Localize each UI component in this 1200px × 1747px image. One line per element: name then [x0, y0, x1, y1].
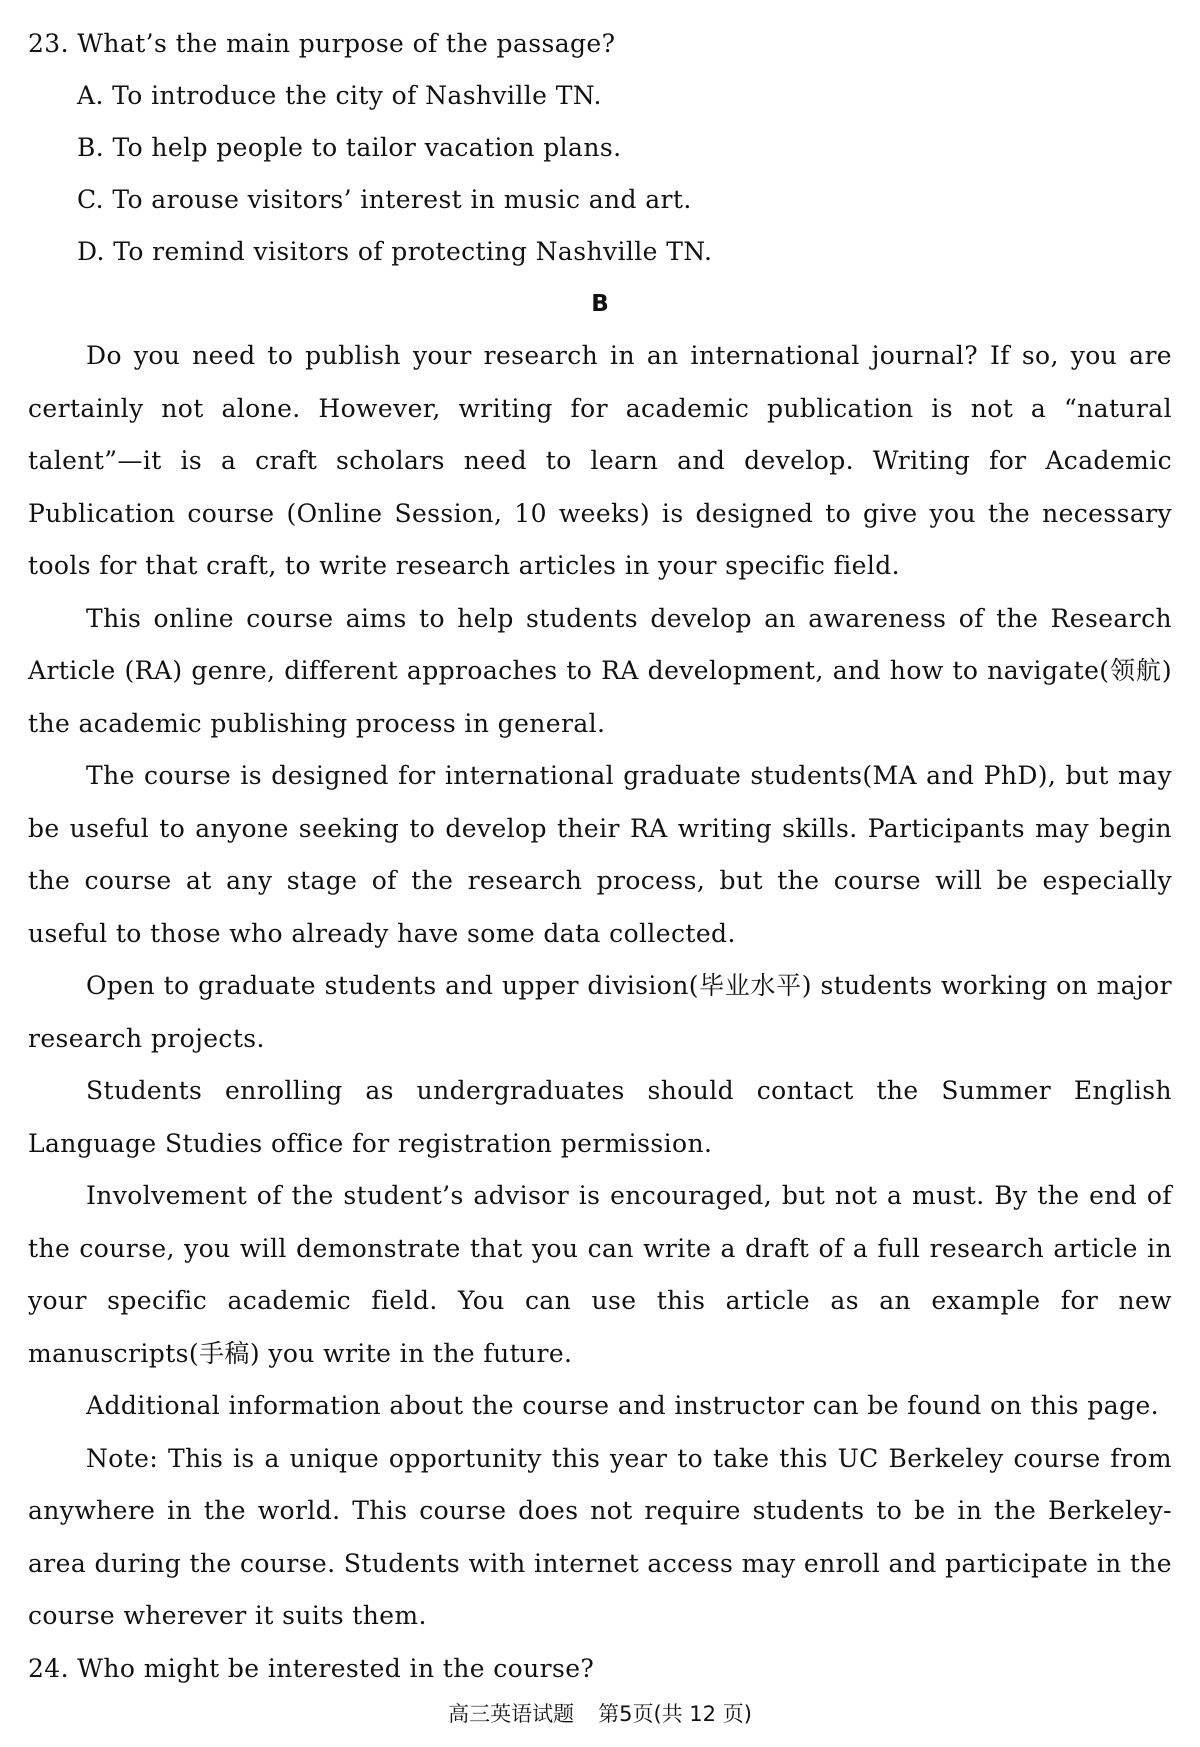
section-b-heading: B	[591, 291, 609, 317]
question-23-option-a: A. To introduce the city of Nashville TN.	[77, 81, 602, 110]
passage-paragraph: Note: This is a unique opportunity this year to take this UC Berkeley course from anywhere in the world. This course does not require students to be in the Berkeley-area during the course. Students with internet access may enroll and participate in the course wherever it suits them.	[28, 1443, 1172, 1630]
passage-paragraph: This online course aims to help students develop an awareness of the Research Article (RA) genre, different approaches to RA development, and how to navigate(领航) the academic publishing process in general.	[28, 603, 1172, 738]
question-23-option-b: B. To help people to tailor vacation plans.	[77, 133, 622, 162]
passage-paragraph: Do you need to publish your research in an international journal? If so, you are certainly not alone. However, writing for academic publication is not a “natural talent”—it is a craft scholars need to learn and develop. Writing for Academic Publication course (Online Session, 10 weeks) is designed to give you the necessary tools for that craft, to write research articles in your specific field.	[28, 341, 1172, 580]
exam-page	[28, 18, 1172, 1695]
page-number: 第5页(共 12 页)	[598, 1702, 752, 1726]
page-footer	[0, 1699, 1200, 1729]
question-23-option-d: D. To remind visitors of protecting Nashville TN.	[77, 237, 713, 266]
passage-paragraph: Additional information about the course and instructor can be found on this page.	[86, 1391, 1160, 1420]
question-23-option-c: C. To arouse visitors’ interest in music and art.	[77, 185, 692, 214]
passage-paragraph: Involvement of the student’s advisor is encouraged, but not a must. By the end of the course, you will demonstrate that you can write a draft of a full research article in your specific academic field. You can use this article as an example for new manuscripts(手稿) you write in the future.	[28, 1181, 1172, 1368]
passage-paragraph: Open to graduate students and upper division(毕业水平) students working on major research projects.	[28, 971, 1172, 1053]
passage-paragraph: The course is designed for international graduate students(MA and PhD), but may be useful to anyone seeking to develop their RA writing skills. Participants may begin the course at any stage of the research process, but the course will be especially useful to those who already have some data collected.	[28, 761, 1172, 948]
exam-title: 高三英语试题	[448, 1702, 575, 1726]
question-23-stem: 23. What’s the main purpose of the passage?	[28, 29, 616, 58]
passage-paragraph: Students enrolling as undergraduates should contact the Summer English Language Studies office for registration permission.	[28, 1076, 1172, 1158]
question-24-stem: 24. Who might be interested in the course?	[28, 1653, 595, 1683]
